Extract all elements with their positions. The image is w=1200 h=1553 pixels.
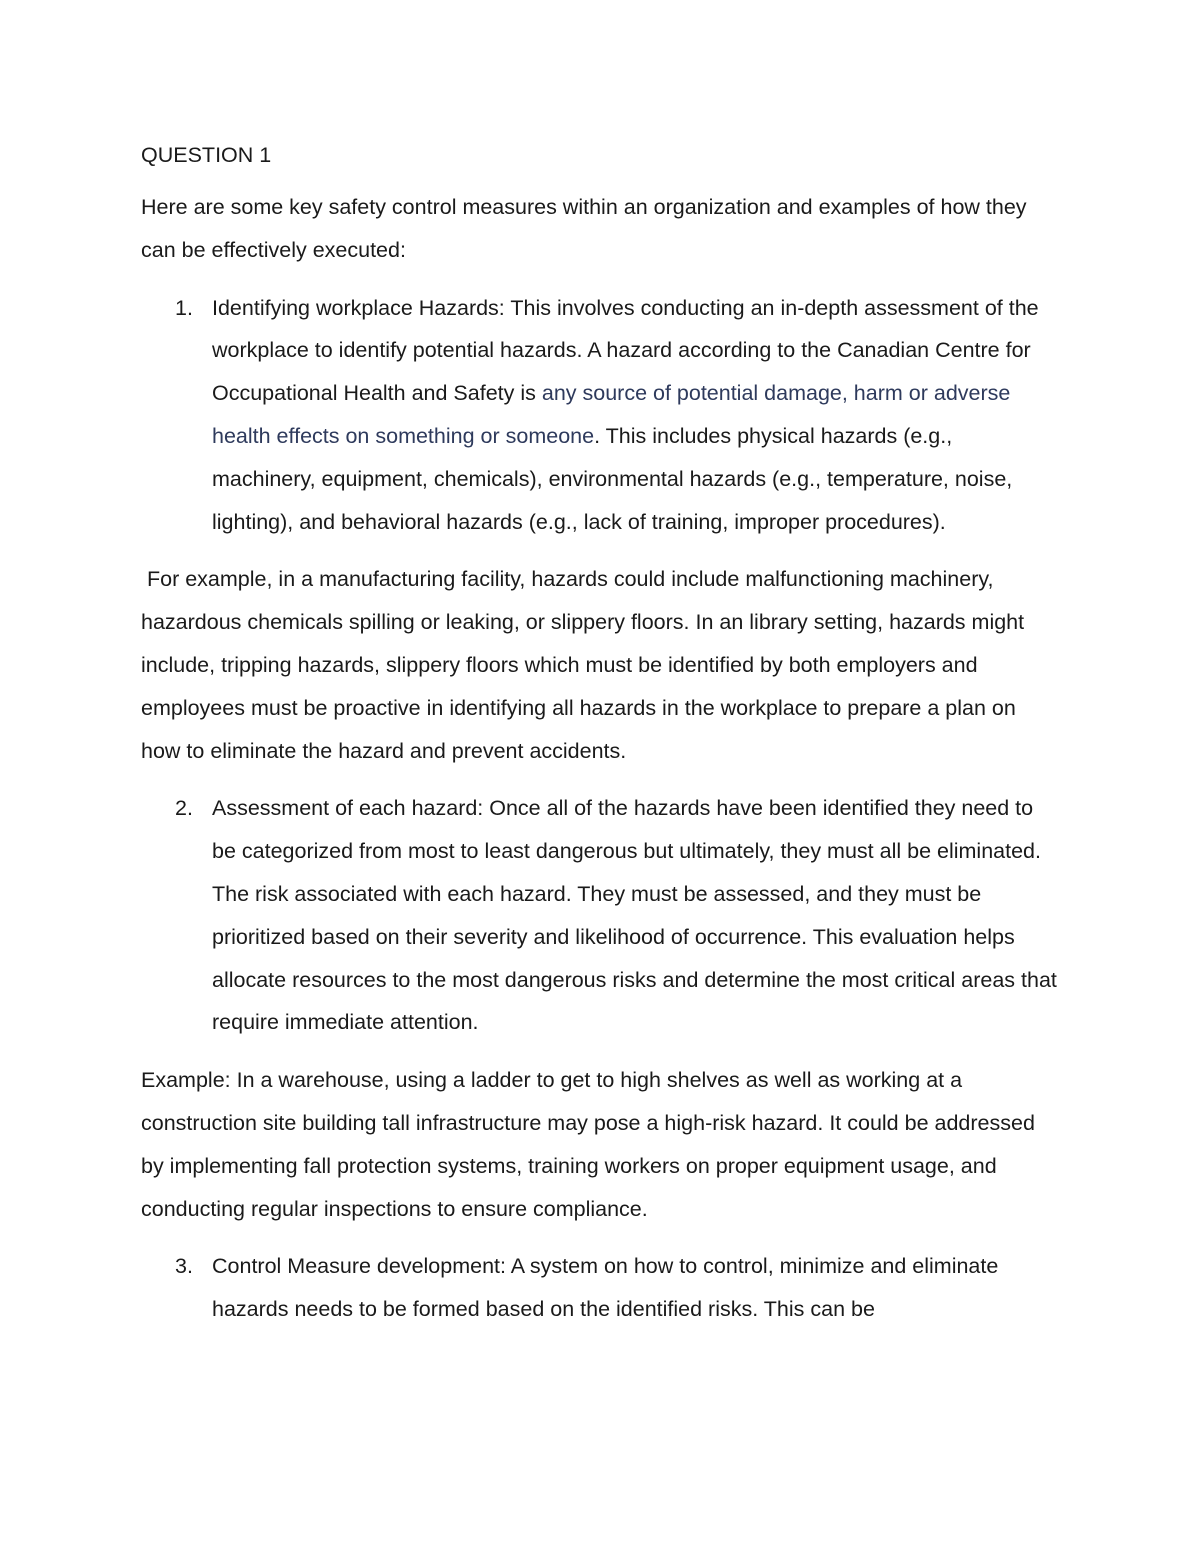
list-number-2: 2. bbox=[175, 796, 193, 821]
document-body bbox=[141, 140, 1059, 1346]
list-item-2 bbox=[141, 787, 1059, 1044]
example-paragraph-1-text: For example, in a manufacturing facility, hazards could include malfunctioning machinery, hazardous chemicals spilling or leaking, or slippery floors. In an library setting, hazards might include, tripping hazards, slippery floors which must be identified by both employers and employees must be proactive in identifying all hazards in the workplace to prepare a plan on how to eliminate the hazard and prevent accidents. bbox=[141, 567, 1025, 763]
question-heading: QUESTION 1 bbox=[141, 143, 272, 167]
intro-paragraph: Here are some key safety control measures within an organization and examples of how they can be effectively executed: bbox=[141, 195, 1027, 262]
list-item-3-text: Control Measure development: A system on how to control, minimize and eliminate hazards needs to be formed based on the identified risks. This can be bbox=[212, 1254, 999, 1322]
list-number-1: 1. bbox=[175, 295, 193, 320]
list-item-2-text: Assessment of each hazard: Once all of the hazards have been identified they need to be categorized from most to least dangerous but ultimately, they must all be eliminated. The risk associated with each hazard. They must be assessed, and they must be prioritized based on their severity and likelihood of occurrence. This evaluation helps allocate resources to the most dangerous risks and determine the most critical areas that require immediate attention. bbox=[212, 796, 1057, 1035]
list-item-1 bbox=[141, 287, 1059, 544]
example-paragraph-1 bbox=[141, 558, 1059, 772]
example-paragraph-2: Example: In a warehouse, using a ladder to get to high shelves as well as working at a construction site building tall infrastructure may pose a high-risk hazard. It could be addressed by implementing fall protection systems, training workers on proper equipment usage, and conducting regular inspections to ensure compliance. bbox=[141, 1068, 1035, 1221]
list-item-3 bbox=[141, 1245, 1059, 1331]
list-item-1-text: Identifying workplace Hazards: This involves conducting an in-depth assessment of the workplace to identify potential hazards. A hazard according to the Canadian Centre for Occupational Health and Safety is bbox=[212, 295, 1039, 406]
hazard-definition-quote: any source of potential damage, harm or adverse health effects on something or someone bbox=[212, 381, 1011, 448]
list-number-3: 3. bbox=[175, 1254, 193, 1279]
list-item-1-text-continued: . This includes physical hazards (e.g., machinery, equipment, chemicals), environmental hazards (e.g., temperature, noise, lighting), and behavioral hazards (e.g., lack of training, improper procedures). bbox=[212, 423, 1013, 534]
